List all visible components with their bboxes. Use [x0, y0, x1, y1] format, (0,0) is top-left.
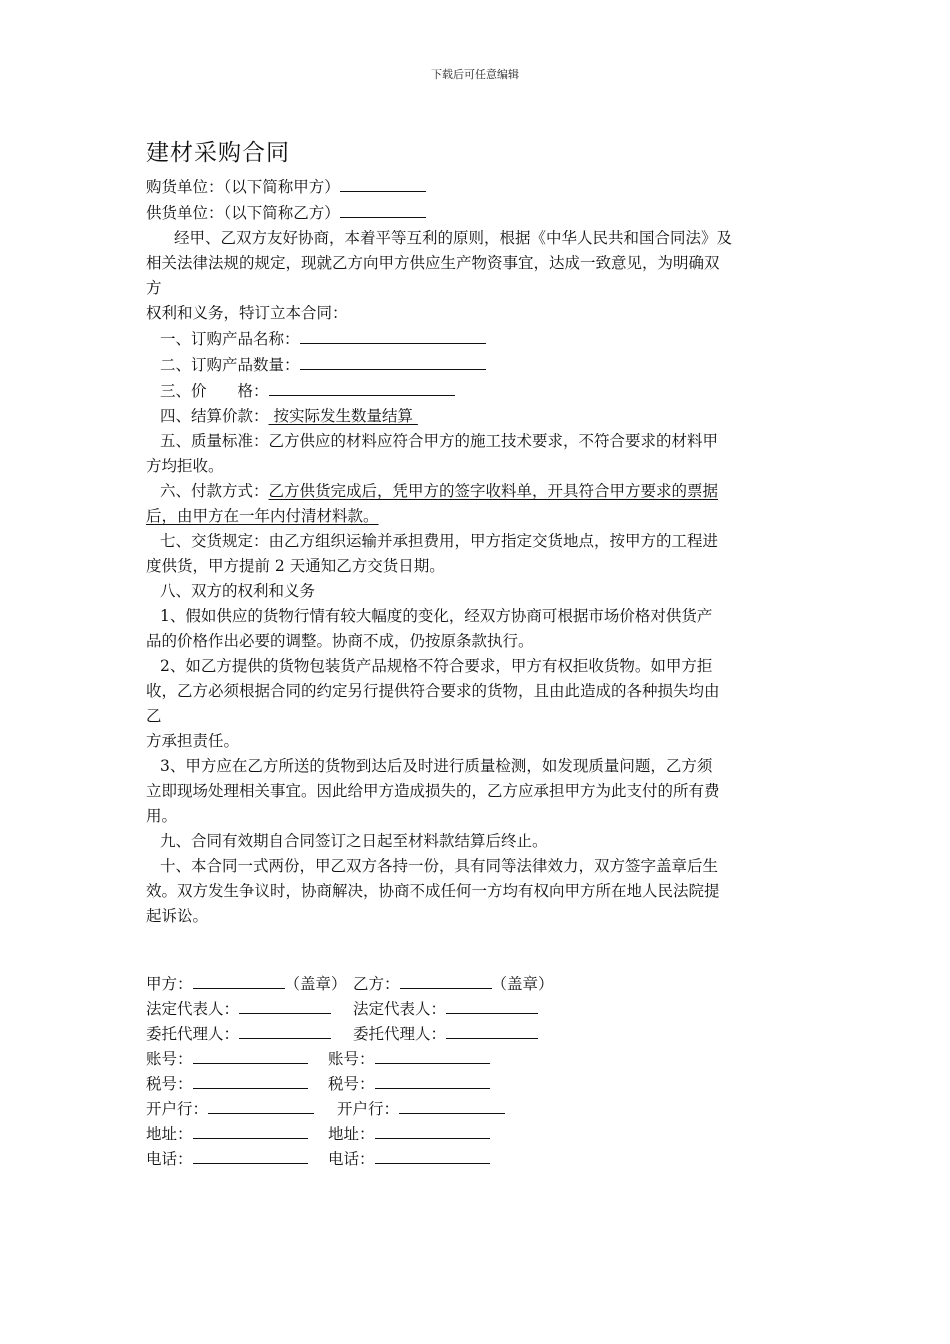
party-b-blank [400, 971, 492, 989]
address-a [146, 1121, 308, 1147]
clause-6-cont [146, 504, 806, 529]
buyer-line [146, 174, 806, 200]
address-b [328, 1121, 490, 1147]
legal-rep-a [146, 996, 331, 1022]
party-b-label: 乙方： [353, 975, 400, 993]
clause-6 [146, 479, 806, 504]
clause-4 [146, 404, 806, 429]
price-blank [269, 378, 455, 396]
bank-b [337, 1096, 505, 1122]
tax-a [146, 1071, 308, 1097]
address-blank [375, 1121, 490, 1139]
account-blank [193, 1046, 308, 1064]
buyer-label: 购货单位：（以下简称甲方） [146, 178, 340, 196]
party-b-seal: （盖章） [491, 975, 554, 993]
clause-2 [146, 352, 806, 378]
header-note: 下载后可任意编辑 [431, 68, 519, 81]
clause-10-cont: 起诉讼。 [146, 907, 209, 925]
phone-a [146, 1146, 308, 1172]
account-blank [375, 1046, 490, 1064]
bank-label: 开户行： [337, 1100, 400, 1118]
tax-blank [193, 1071, 308, 1089]
clause-5-cont: 方均拒收。 [146, 457, 224, 475]
legal-rep-blank [446, 996, 538, 1014]
account-label: 账号： [146, 1050, 193, 1068]
clause-8-1-cont: 品的价格作出必要的调整。协商不成，仍按原条款执行。 [146, 632, 534, 650]
clause-6-label: 六、付款方式： [160, 482, 269, 500]
legal-rep-label: 法定代表人： [146, 1000, 240, 1018]
phone-b [328, 1146, 490, 1172]
clause-8: 八、双方的权利和义务 [160, 582, 316, 600]
buyer-blank [340, 174, 426, 192]
agent-label: 委托代理人： [146, 1025, 240, 1043]
clause-10: 十、本合同一式两份，甲乙双方各持一份，具有同等法律效力，双方签字盖章后生 [160, 857, 719, 875]
phone-label: 电话： [146, 1150, 193, 1168]
tax-label: 税号： [328, 1075, 375, 1093]
clause-8-2-cont: 方承担责任。 [146, 732, 240, 750]
phone-blank [375, 1146, 490, 1164]
document-title: 建材采购合同 [146, 140, 290, 166]
legal-rep-b [353, 996, 538, 1022]
party-a-seal: （盖章） [284, 975, 347, 993]
clause-8-3-cont: 用。 [146, 807, 178, 825]
tax-b [328, 1071, 490, 1097]
clause-7: 七、交货规定：由乙方组织运输并承担费用，甲方指定交货地点，按甲方的工程进 [160, 532, 719, 550]
bank-blank [399, 1096, 505, 1114]
supplier-line [146, 200, 806, 226]
tax-blank [375, 1071, 490, 1089]
clause-8-1: 1、假如供应的货物行情有较大幅度的变化，经双方协商可根据市场价格对供货产 [160, 607, 713, 625]
agent-blank [446, 1021, 538, 1039]
agent-a [146, 1021, 331, 1047]
quantity-blank [300, 352, 486, 370]
clause-6-value: 乙方供货完成后，凭甲方的签字收料单，开具符合甲方要求的票据 [268, 482, 719, 500]
address-label: 地址： [328, 1125, 375, 1143]
bank-blank [208, 1096, 314, 1114]
contract-body [146, 174, 806, 929]
clause-2-label: 二、订购产品数量： [160, 356, 300, 374]
clause-4-label: 四、结算价款： [160, 407, 269, 425]
agent-b [353, 1021, 538, 1047]
clause-3 [146, 378, 806, 404]
account-b [328, 1046, 490, 1072]
product-name-blank [300, 326, 486, 344]
intro-line: 方 [146, 279, 162, 297]
agent-label: 委托代理人： [353, 1025, 447, 1043]
clause-8-3: 3、甲方应在乙方所送的货物到达后及时进行质量检测，如发现质量问题，乙方须 [160, 757, 713, 775]
account-label: 账号： [328, 1050, 375, 1068]
clause-7-cont: 度供货，甲方提前 2 天通知乙方交货日期。 [146, 557, 445, 575]
party-a-cell [146, 971, 347, 997]
phone-blank [193, 1146, 308, 1164]
legal-rep-blank [239, 996, 331, 1014]
clause-8-2-cont: 乙 [146, 707, 162, 725]
account-a [146, 1046, 308, 1072]
address-label: 地址： [146, 1125, 193, 1143]
bank-label: 开户行： [146, 1100, 209, 1118]
clause-9: 九、合同有效期自合同签订之日起至材料款结算后终止。 [160, 832, 548, 850]
clause-6-value: 后，由甲方在一年内付清材料款。 [146, 507, 379, 525]
supplier-label: 供货单位：（以下简称乙方） [146, 204, 340, 222]
clause-8-2: 2、如乙方提供的货物包装货产品规格不符合要求，甲方有权拒收货物。如甲方拒 [160, 657, 713, 675]
address-blank [193, 1121, 308, 1139]
party-b-cell [353, 971, 554, 997]
phone-label: 电话： [328, 1150, 375, 1168]
clause-4-value: 按实际发生数量结算 [268, 407, 418, 425]
clause-1 [146, 326, 806, 352]
intro-line: 经甲、乙双方友好协商，本着平等互利的原则，根据《中华人民共和国合同法》及 [174, 229, 733, 247]
party-a-blank [193, 971, 285, 989]
tax-label: 税号： [146, 1075, 193, 1093]
clause-1-label: 一、订购产品名称： [160, 330, 300, 348]
intro-line: 相关法律法规的规定，现就乙方向甲方供应生产物资事宜，达成一致意见，为明确双 [146, 254, 720, 272]
clause-3-label: 三、价 格： [160, 382, 269, 400]
party-a-label: 甲方： [146, 975, 193, 993]
clause-5: 五、质量标准：乙方供应的材料应符合甲方的施工技术要求，不符合要求的材料甲 [160, 432, 719, 450]
intro-line: 权利和义务，特订立本合同： [146, 304, 348, 322]
clause-8-3-cont: 立即现场处理相关事宜。因此给甲方造成损失的，乙方应承担甲方为此支付的所有费 [146, 782, 720, 800]
bank-a [146, 1096, 314, 1122]
clause-10-cont: 效。双方发生争议时，协商解决，协商不成任何一方均有权向甲方所在地人民法院提 [146, 882, 720, 900]
supplier-blank [340, 200, 426, 218]
clause-8-2-cont: 收，乙方必须根据合同的约定另行提供符合要求的货物，且由此造成的各种损失均由 [146, 682, 720, 700]
agent-blank [239, 1021, 331, 1039]
legal-rep-label: 法定代表人： [353, 1000, 447, 1018]
